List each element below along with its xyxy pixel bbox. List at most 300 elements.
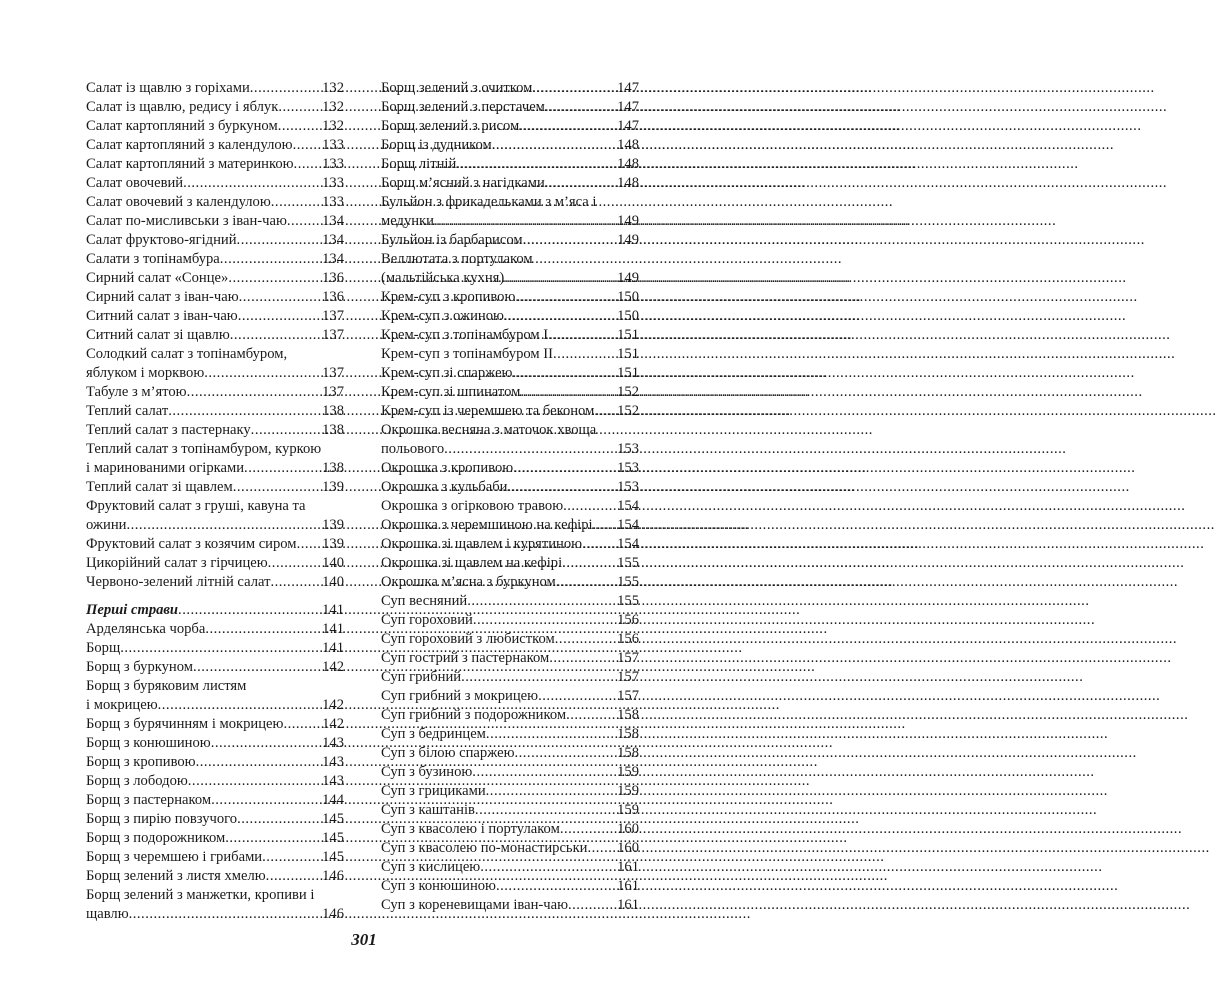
toc-page-number: 137	[322, 327, 344, 343]
toc-entry-line	[381, 725, 639, 744]
toc-entry-line	[381, 155, 639, 174]
toc-page-number: 133	[322, 156, 344, 172]
dot-leader	[566, 706, 616, 725]
toc-entry	[381, 592, 639, 611]
toc-entry-title: Салат картопляний з материнкою	[86, 156, 294, 172]
dot-leader	[250, 79, 321, 98]
toc-page-number: 148	[617, 156, 639, 172]
toc-entry-title: Салати з топінамбура	[86, 251, 220, 267]
toc-entry	[381, 535, 639, 554]
toc-entry-line	[381, 402, 639, 421]
dot-leader	[563, 497, 616, 516]
toc-entry-line	[86, 677, 344, 696]
dot-leader	[548, 326, 616, 345]
toc-entry	[86, 269, 344, 288]
dot-leader	[553, 345, 616, 364]
toc-entry	[381, 744, 639, 763]
toc-entry-line	[381, 820, 639, 839]
toc-entry-line	[381, 687, 639, 706]
dot-leader	[504, 269, 616, 288]
toc-entry-line	[381, 345, 639, 364]
toc-page-number: 151	[617, 365, 639, 381]
toc-entry-line	[86, 440, 344, 459]
toc-entry-line	[381, 839, 639, 858]
toc-entry-line	[381, 630, 639, 649]
toc-entry-line	[86, 696, 344, 715]
toc-entry	[86, 117, 344, 136]
toc-entry-line	[86, 658, 344, 677]
toc-entry-title: Салат овочевий з календулою	[86, 194, 271, 210]
toc-entry	[381, 668, 639, 687]
toc-entry-line	[86, 886, 344, 905]
toc-entry-line	[86, 829, 344, 848]
toc-page-number: 134	[322, 251, 344, 267]
toc-entry	[381, 497, 639, 516]
dot-leader	[473, 611, 616, 630]
dot-leader	[513, 459, 616, 478]
toc-entry-line	[381, 288, 639, 307]
toc-page-number: 161	[617, 859, 639, 875]
toc-page-number: 157	[617, 650, 639, 666]
toc-entry	[86, 535, 344, 554]
toc-entry-line	[86, 791, 344, 810]
toc-entry-title: щавлю	[86, 906, 129, 922]
toc-entry	[381, 554, 639, 573]
toc-entry	[381, 649, 639, 668]
dot-leader	[545, 174, 616, 193]
toc-entry	[381, 193, 639, 231]
dot-leader	[271, 193, 321, 212]
toc-entry-title: і маринованими огірками	[86, 460, 245, 476]
toc-entry-line	[86, 516, 344, 535]
toc-entry-line	[381, 193, 639, 212]
dot-leader	[211, 791, 321, 810]
toc-entry	[381, 231, 639, 250]
toc-page-number: 142	[322, 716, 344, 732]
toc-entry	[381, 782, 639, 801]
dot-leader	[538, 687, 616, 706]
toc-page-number: 141	[322, 602, 344, 618]
toc-entry	[86, 620, 344, 639]
toc-page-number: 158	[617, 707, 639, 723]
toc-page-number: 134	[322, 232, 344, 248]
toc-entry-title: Перші страви	[86, 602, 179, 618]
toc-entry-line	[381, 801, 639, 820]
toc-entry-title: Фруктовий салат з козячим сиром	[86, 536, 297, 552]
dot-leader	[129, 905, 322, 924]
toc-entry-title: Борщ з подорожником	[86, 830, 226, 846]
toc-entry	[86, 402, 344, 421]
toc-entry	[86, 753, 344, 772]
toc-page-number: 153	[617, 460, 639, 476]
toc-page-number: 139	[322, 517, 344, 533]
toc-page-number: 158	[617, 745, 639, 761]
toc-entry-title: Суп з конюшиною	[381, 878, 496, 894]
toc-entry	[381, 801, 639, 820]
dot-leader	[456, 155, 616, 174]
toc-entry-line	[381, 649, 639, 668]
toc-entry-title: Борщ зелений з очитком	[381, 80, 533, 96]
toc-entry-line	[86, 554, 344, 573]
toc-entry-line	[381, 592, 639, 611]
toc-entry-title: Окрошка з черемшиною на кефірі	[381, 517, 593, 533]
toc-entry-line	[381, 497, 639, 516]
toc-page-number: 155	[617, 593, 639, 609]
dot-leader	[523, 231, 617, 250]
toc-entry-line	[381, 668, 639, 687]
toc-entry	[381, 79, 639, 98]
toc-page-number: 132	[322, 99, 344, 115]
toc-entry-line	[86, 905, 344, 924]
toc-entry-line	[86, 535, 344, 554]
dot-leader	[560, 820, 616, 839]
dot-leader	[262, 848, 321, 867]
toc-entry	[381, 288, 639, 307]
toc-entry-title: Суп з бедринцем	[381, 726, 486, 742]
toc-page-number: 143	[322, 773, 344, 789]
toc-page-number: 147	[617, 99, 639, 115]
toc-entry-title: Окрошка з кропивою	[381, 460, 514, 476]
dot-leader	[532, 79, 616, 98]
toc-entry-line	[381, 611, 639, 630]
toc-entry-title: Борщ з конюшиною	[86, 735, 211, 751]
toc-entry-title: ожини	[86, 517, 127, 533]
toc-page-number: 145	[322, 830, 344, 846]
dot-leader	[507, 478, 616, 497]
toc-page-number: 139	[322, 536, 344, 552]
dot-leader	[244, 459, 321, 478]
dot-leader	[587, 839, 616, 858]
toc-page-number: 133	[322, 175, 344, 191]
toc-entry-line	[381, 364, 639, 383]
toc-entry-title: Суп з каштанів	[381, 802, 475, 818]
toc-entry-title: Борщ з буряковим листям	[86, 678, 247, 694]
toc-entry-line	[86, 459, 344, 478]
toc-entry-title: Крем-суп із черемшею та беконом	[381, 403, 595, 419]
toc-page-number: 137	[322, 384, 344, 400]
toc-entry	[381, 345, 639, 364]
toc-entry-title: Борщ	[86, 640, 121, 656]
dot-leader	[461, 668, 616, 687]
toc-page-number: 136	[322, 289, 344, 305]
toc-entry-title: Салат по-мисливськи з іван-чаю	[86, 213, 287, 229]
toc-entry	[86, 886, 344, 924]
toc-entry-line	[381, 326, 639, 345]
toc-entry-line	[381, 174, 639, 193]
dot-leader	[496, 877, 616, 896]
toc-entry	[381, 364, 639, 383]
toc-entry	[381, 421, 639, 459]
toc-entry	[381, 839, 639, 858]
toc-entry	[381, 136, 639, 155]
dot-leader	[472, 763, 616, 782]
toc-entry	[381, 706, 639, 725]
toc-entry-title: Арделянська чорба	[86, 621, 206, 637]
toc-page-number: 138	[322, 460, 344, 476]
toc-entry-title: Крем-суп зі шпинатом	[381, 384, 521, 400]
toc-page-number: 139	[322, 479, 344, 495]
toc-entry	[86, 421, 344, 440]
toc-entry-title: Крем-суп з кропивою	[381, 289, 516, 305]
toc-entry	[86, 79, 344, 98]
dot-leader	[120, 639, 321, 658]
toc-entry-line	[86, 753, 344, 772]
toc-page-number: 153	[617, 441, 639, 457]
toc-entry-line	[86, 136, 344, 155]
toc-entry-line	[86, 174, 344, 193]
dot-leader	[555, 630, 616, 649]
toc-entry	[86, 98, 344, 117]
dot-leader	[475, 801, 616, 820]
toc-entry-title: Окрошка весняна з маточок хвоща	[381, 422, 597, 438]
toc-page-number: 146	[322, 868, 344, 884]
toc-entry-line	[86, 734, 344, 753]
toc-entry-title: Борщ зелений з листя хмелю	[86, 868, 266, 884]
toc-entry	[381, 877, 639, 896]
toc-page-number: 160	[617, 821, 639, 837]
toc-entry-title: Борщ з черемшею і грибами	[86, 849, 263, 865]
toc-entry-line	[381, 858, 639, 877]
toc-entry	[86, 639, 344, 658]
toc-entry-line	[86, 478, 344, 497]
toc-entry-title: Борщ зелений з рисом	[381, 118, 520, 134]
toc-page-number: 148	[617, 137, 639, 153]
toc-entry-title: Борщ літній	[381, 156, 457, 172]
toc-entry-title: Суп весняний	[381, 593, 468, 609]
toc-entry-line	[381, 79, 639, 98]
toc-entry-line	[86, 810, 344, 829]
toc-entry	[86, 231, 344, 250]
dot-leader	[480, 858, 616, 877]
toc-entry	[86, 250, 344, 269]
dot-leader	[187, 383, 322, 402]
dot-leader	[278, 117, 321, 136]
dot-leader	[183, 174, 321, 193]
toc-entry-line	[86, 402, 344, 421]
toc-entry-title: Крем-суп з топінамбуром ІІ	[381, 346, 554, 362]
toc-entry	[86, 658, 344, 677]
toc-page-number: 137	[322, 365, 344, 381]
toc-page-number: 134	[322, 213, 344, 229]
toc-page-number: 151	[617, 346, 639, 362]
toc-entry	[86, 677, 344, 715]
toc-entry	[86, 734, 344, 753]
toc-entry	[381, 117, 639, 136]
dot-leader	[294, 155, 322, 174]
toc-entry-line	[381, 459, 639, 478]
toc-entry-title: Окрошка з кульбаби	[381, 479, 508, 495]
toc-entry-title: Веллютата з портулаком	[381, 251, 533, 267]
toc-entry-title: Салат овочевий	[86, 175, 184, 191]
dot-leader	[486, 725, 616, 744]
toc-entry-title: Салат картопляний з буркуном	[86, 118, 278, 134]
toc-entry-line	[381, 573, 639, 592]
toc-entry-line	[381, 421, 639, 440]
toc-entry	[86, 326, 344, 345]
toc-entry	[86, 867, 344, 886]
toc-page-number: 136	[322, 270, 344, 286]
toc-entry-title: Крем-суп зі спаржею	[381, 365, 513, 381]
dot-leader	[568, 896, 616, 915]
toc-page-number: 158	[617, 726, 639, 742]
toc-entry-title: медунки	[381, 213, 434, 229]
toc-page-number: 154	[617, 517, 639, 533]
toc-page-number: 159	[617, 802, 639, 818]
toc-entry-line	[381, 896, 639, 915]
dot-leader	[297, 535, 322, 554]
toc-entry-title: Ситний салат зі щавлю	[86, 327, 230, 343]
dot-leader	[238, 307, 321, 326]
dot-leader	[556, 573, 616, 592]
toc-entry-title: Бульйон із барбарисом	[381, 232, 523, 248]
toc-entry-line	[381, 706, 639, 725]
toc-entry	[86, 478, 344, 497]
toc-entry-line	[86, 231, 344, 250]
toc-entry-line	[86, 601, 344, 620]
toc-entry	[86, 440, 344, 478]
toc-entry-title: Салат фруктово-ягідний	[86, 232, 237, 248]
toc-entry-title: Салат із щавлю, редису і яблук	[86, 99, 279, 115]
dot-leader	[211, 734, 321, 753]
dot-leader	[230, 326, 321, 345]
toc-entry-line	[381, 877, 639, 896]
toc-entry-title: Борщ з лободою	[86, 773, 188, 789]
toc-entry-title: Солодкий салат з топінамбуром,	[86, 346, 288, 362]
dot-leader	[233, 478, 321, 497]
toc-entry-line	[86, 288, 344, 307]
dot-leader	[594, 402, 616, 421]
toc-entry-title: Теплий салат зі щавлем	[86, 479, 233, 495]
dot-leader	[188, 772, 321, 791]
toc-page-number: 149	[617, 270, 639, 286]
toc-entry	[381, 174, 639, 193]
toc-entry	[381, 611, 639, 630]
dot-leader	[204, 364, 321, 383]
toc-page-number: 147	[617, 118, 639, 134]
toc-page-number: 150	[617, 308, 639, 324]
toc-entry-line	[381, 117, 639, 136]
dot-leader	[444, 440, 616, 459]
toc-entry-title: Суп грибний з мокрицею	[381, 688, 539, 704]
dot-leader	[434, 212, 616, 231]
toc-page-number: 155	[617, 574, 639, 590]
toc-page-number: 145	[322, 849, 344, 865]
toc-entry-line	[381, 535, 639, 554]
toc-entry-line	[381, 782, 639, 801]
toc-entry-line	[86, 345, 344, 364]
toc-entry-line	[86, 383, 344, 402]
toc-page-number: 143	[322, 735, 344, 751]
toc-entry-title: Суп грибний	[381, 669, 462, 685]
toc-entry	[86, 307, 344, 326]
dot-leader	[268, 554, 321, 573]
toc-page-number: 160	[617, 840, 639, 856]
toc-entry-title: Борщ з пирію повзучого	[86, 811, 238, 827]
dot-leader	[492, 136, 616, 155]
toc-entry	[381, 858, 639, 877]
toc-entry-line	[86, 772, 344, 791]
toc-entry-title: Борщ з бурячинням і мокрицею	[86, 716, 284, 732]
toc-entry-title: Крем-суп з топінамбуром І	[381, 327, 549, 343]
dot-leader	[270, 573, 321, 592]
toc-page-number: 142	[322, 697, 344, 713]
toc-page-number: 156	[617, 631, 639, 647]
dot-leader	[158, 696, 321, 715]
toc-page-number: 142	[322, 659, 344, 675]
toc-entry	[86, 573, 344, 592]
toc-page-number: 152	[617, 403, 639, 419]
toc-right-column	[381, 79, 639, 915]
toc-entry-line	[381, 269, 639, 288]
dot-leader	[126, 516, 321, 535]
toc-entry-title: Сирний салат з іван-чаю	[86, 289, 239, 305]
toc-entry-title: Табуле з м’ятою	[86, 384, 187, 400]
toc-entry-title: Суп гороховий	[381, 612, 473, 628]
toc-entry	[381, 630, 639, 649]
toc-entry	[381, 250, 639, 288]
dot-leader	[228, 269, 321, 288]
toc-entry	[381, 725, 639, 744]
dot-leader	[514, 744, 616, 763]
toc-entry-line	[86, 620, 344, 639]
toc-entry	[381, 896, 639, 915]
toc-entry-line	[381, 383, 639, 402]
toc-entry	[86, 193, 344, 212]
toc-entry-title: Суп з квасолею по-монастирськи	[381, 840, 588, 856]
dot-leader	[225, 829, 321, 848]
toc-page-number: 143	[322, 754, 344, 770]
dot-leader	[278, 98, 321, 117]
toc-entry-line	[86, 307, 344, 326]
dot-leader	[593, 516, 617, 535]
toc-page-number: 161	[617, 878, 639, 894]
toc-entry-title: Суп з грициками	[381, 783, 486, 799]
toc-entry	[86, 810, 344, 829]
dot-leader	[467, 592, 616, 611]
toc-entry	[86, 772, 344, 791]
toc-entry-line	[381, 440, 639, 459]
dot-leader	[519, 117, 616, 136]
toc-entry-line	[381, 98, 639, 117]
toc-page-number: 159	[617, 764, 639, 780]
toc-entry	[381, 820, 639, 839]
toc-page-number: 152	[617, 384, 639, 400]
dot-leader	[239, 288, 321, 307]
toc-entry-title: Борщ м’ясний з нагідками	[381, 175, 545, 191]
dot-leader	[237, 231, 322, 250]
toc-left-column	[86, 79, 344, 924]
toc-entry	[86, 554, 344, 573]
toc-page-number: 138	[322, 403, 344, 419]
page-number: 301	[351, 930, 377, 949]
toc-page-number: 149	[617, 232, 639, 248]
dot-leader	[486, 782, 616, 801]
toc-entry-line	[381, 744, 639, 763]
toc-page-number: 140	[322, 555, 344, 571]
toc-entry-title: Ситний салат з іван-чаю	[86, 308, 238, 324]
toc-page-number: 157	[617, 669, 639, 685]
toc-entry	[381, 326, 639, 345]
toc-entry-line	[86, 117, 344, 136]
toc-entry-line	[86, 715, 344, 734]
toc-entry-line	[86, 269, 344, 288]
toc-entry-title: Теплий салат з топінамбуром, куркою	[86, 441, 322, 457]
dot-leader	[193, 658, 321, 677]
dot-leader	[283, 715, 321, 734]
toc-page-number: 141	[322, 621, 344, 637]
toc-entry-line	[86, 364, 344, 383]
toc-entry	[381, 478, 639, 497]
